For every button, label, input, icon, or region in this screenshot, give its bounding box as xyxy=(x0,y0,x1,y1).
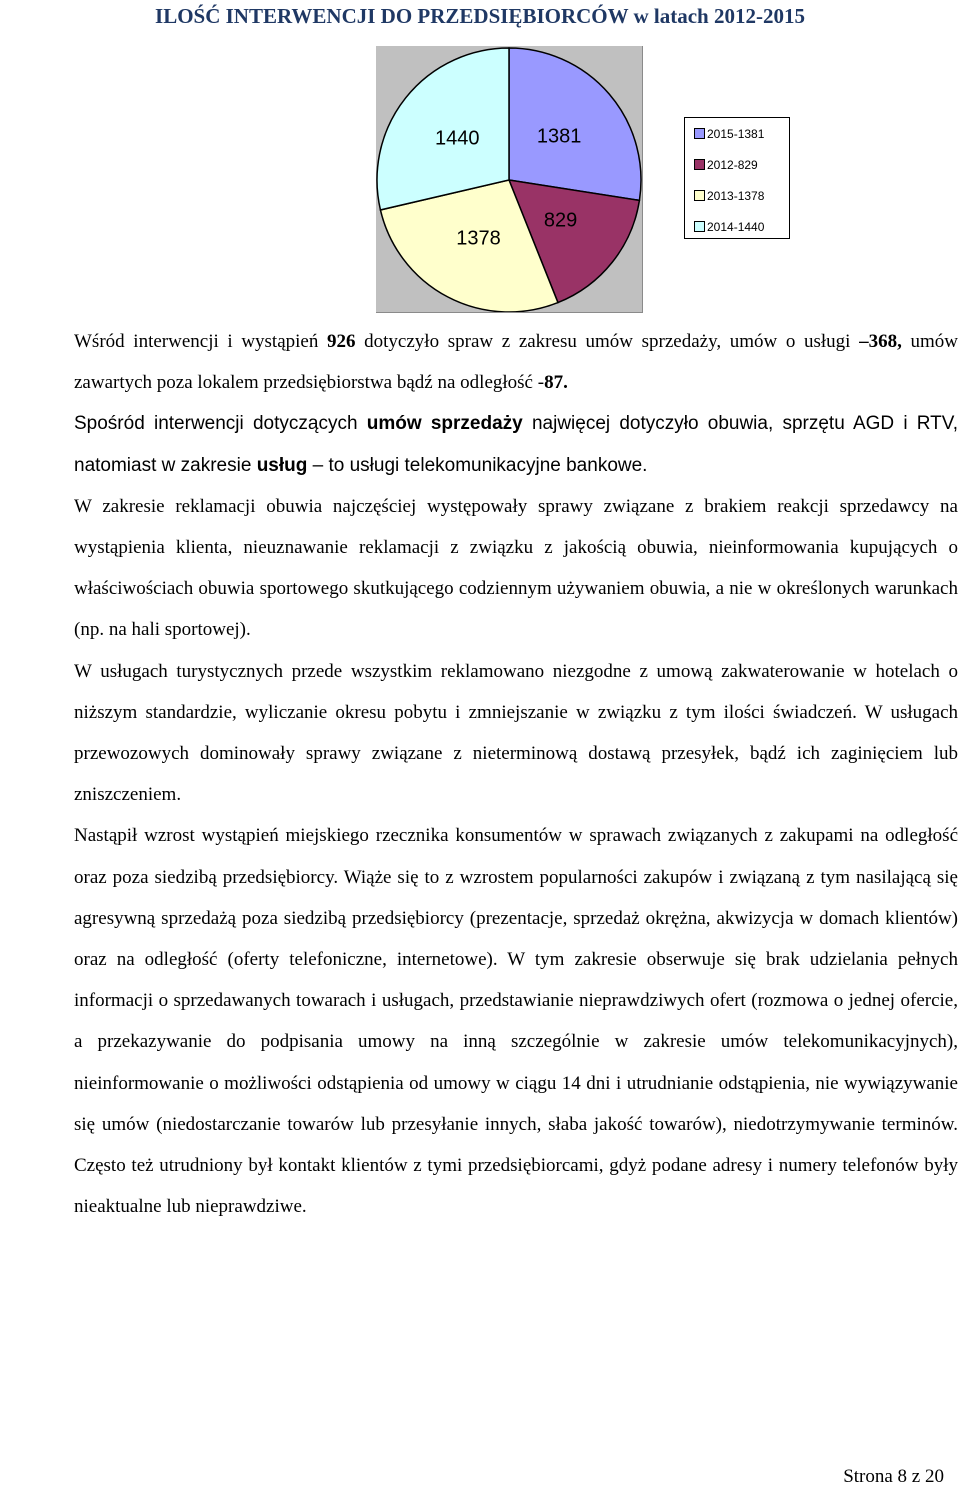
paragraph-text: – to usługi telekomunikacyjne bankowe. xyxy=(307,454,648,476)
bold-phrase: usług xyxy=(256,454,308,476)
page-number: Strona 8 z 20 xyxy=(843,1466,944,1487)
paragraph-text: Wśród interwencji i wystąpień xyxy=(74,331,328,352)
legend-label: 2013-1378 xyxy=(707,189,765,203)
bold-phrase: umów sprzedaży xyxy=(366,413,523,435)
paragraph-text: dotyczyło spraw z zakresu umów sprzedaży, umów o usługi xyxy=(355,331,860,352)
pie-data-label: 1381 xyxy=(536,125,582,148)
bold-number: 87. xyxy=(544,372,568,394)
paragraph-tourism: W usługach turystycznych przede wszystkim reklamowano niezgodne z umową zakwaterowanie w hotelach o niższym standardzie, wyliczanie okresu pobytu i zmniejszanie w związku z tym ilości świadczeń. W usługach przewozowych dominowały sprawy związane z nieterminową dostawą przesyłek, bądź ich zaginięciem lub zniszczeniem. xyxy=(74,660,958,806)
pie-data-label: 1378 xyxy=(456,227,501,249)
legend-item xyxy=(694,158,758,172)
page-title: ILOŚĆ INTERWENCJI DO PRZEDSIĘBIORCÓW w latach 2012-2015 xyxy=(155,4,805,28)
paragraph-text: najwięcej dotyczyło obuwia, sprzętu AGD i RTV, natomiast w zakresie xyxy=(74,413,958,476)
legend-swatch xyxy=(694,190,705,201)
paragraph-distance-sales: Nastąpił wzrost wystąpień miejskiego rzecznika konsumentów w sprawach związanych z zakupami na odległość oraz poza siedzibą przedsiębiorcy. Wiąże się to z wzrostem popularności zakupów i związaną z tym nasilającą się agresywną sprzedażą poza siedzibą przedsiębiorcy (prezentacje, sprzedaż okrężna, akwizycja w domach klientów) oraz na odległość (oferty telefoniczne, internetowe). W tym zakresie obserwuje się brak udzielania pełnych informacji o sprzedawanych towarach i usługach, przedstawianie nieprawdziwych ofert (rozmowa o jednej ofercie, a przekazywanie do podpisania umowy na inną szczególnie w zakresie umów telekomunikacyjnych), nieinformowanie o możliwości odstąpienia od umowy w ciągu 14 dni i utrudnianie odstąpienia, nie wywiązywanie się umów (niedostarczanie towarów lub przesyłanie innych, słaba jakość towarów), niedotrzymywanie terminów. Często też utrudniony był kontakt klientów z tymi przedsiębiorcami, gdyż podane adresy i numery telefonów były nieaktualne lub nieprawdziwe. xyxy=(74,825,958,1218)
legend-swatch xyxy=(694,159,705,170)
legend-item xyxy=(694,220,764,234)
pie-chart xyxy=(376,46,643,313)
pie-data-label: 829 xyxy=(543,209,578,232)
paragraph-text: Spośród interwencji dotyczących xyxy=(74,413,367,435)
paragraph-sales xyxy=(2,403,958,485)
pie-data-label: 1440 xyxy=(435,127,480,150)
legend-label: 2014-1440 xyxy=(707,220,765,234)
legend-item xyxy=(694,189,764,203)
legend-item xyxy=(694,127,764,141)
bold-number: 926 xyxy=(327,331,356,352)
legend-swatch xyxy=(694,128,705,139)
bold-number: –368, xyxy=(859,331,902,352)
chart-legend xyxy=(684,117,790,239)
legend-swatch xyxy=(694,221,705,232)
legend-label: 2012-829 xyxy=(707,158,758,172)
body-text xyxy=(2,321,958,1227)
pie-slice-1381 xyxy=(509,48,641,200)
paragraph-footwear: W zakresie reklamacji obuwia najczęściej występowały sprawy związane z brakiem reakcji sprzedawcy na wystąpienia klienta, nieuznawanie reklamacji z związku z jakością obuwia, nieinformowania kupujących o właściwościach obuwia sportowego skutkującego codziennym używaniem obuwia, a nie w określonych warunkach (np. na hali sportowej). xyxy=(74,495,958,641)
paragraph-contracts xyxy=(2,321,958,403)
legend-label: 2015-1381 xyxy=(707,127,765,141)
pie-chart-svg xyxy=(376,46,642,312)
paragraph-text: umów zawartych poza lokalem przedsiębiorstwa bądź na odległość - xyxy=(74,331,959,394)
